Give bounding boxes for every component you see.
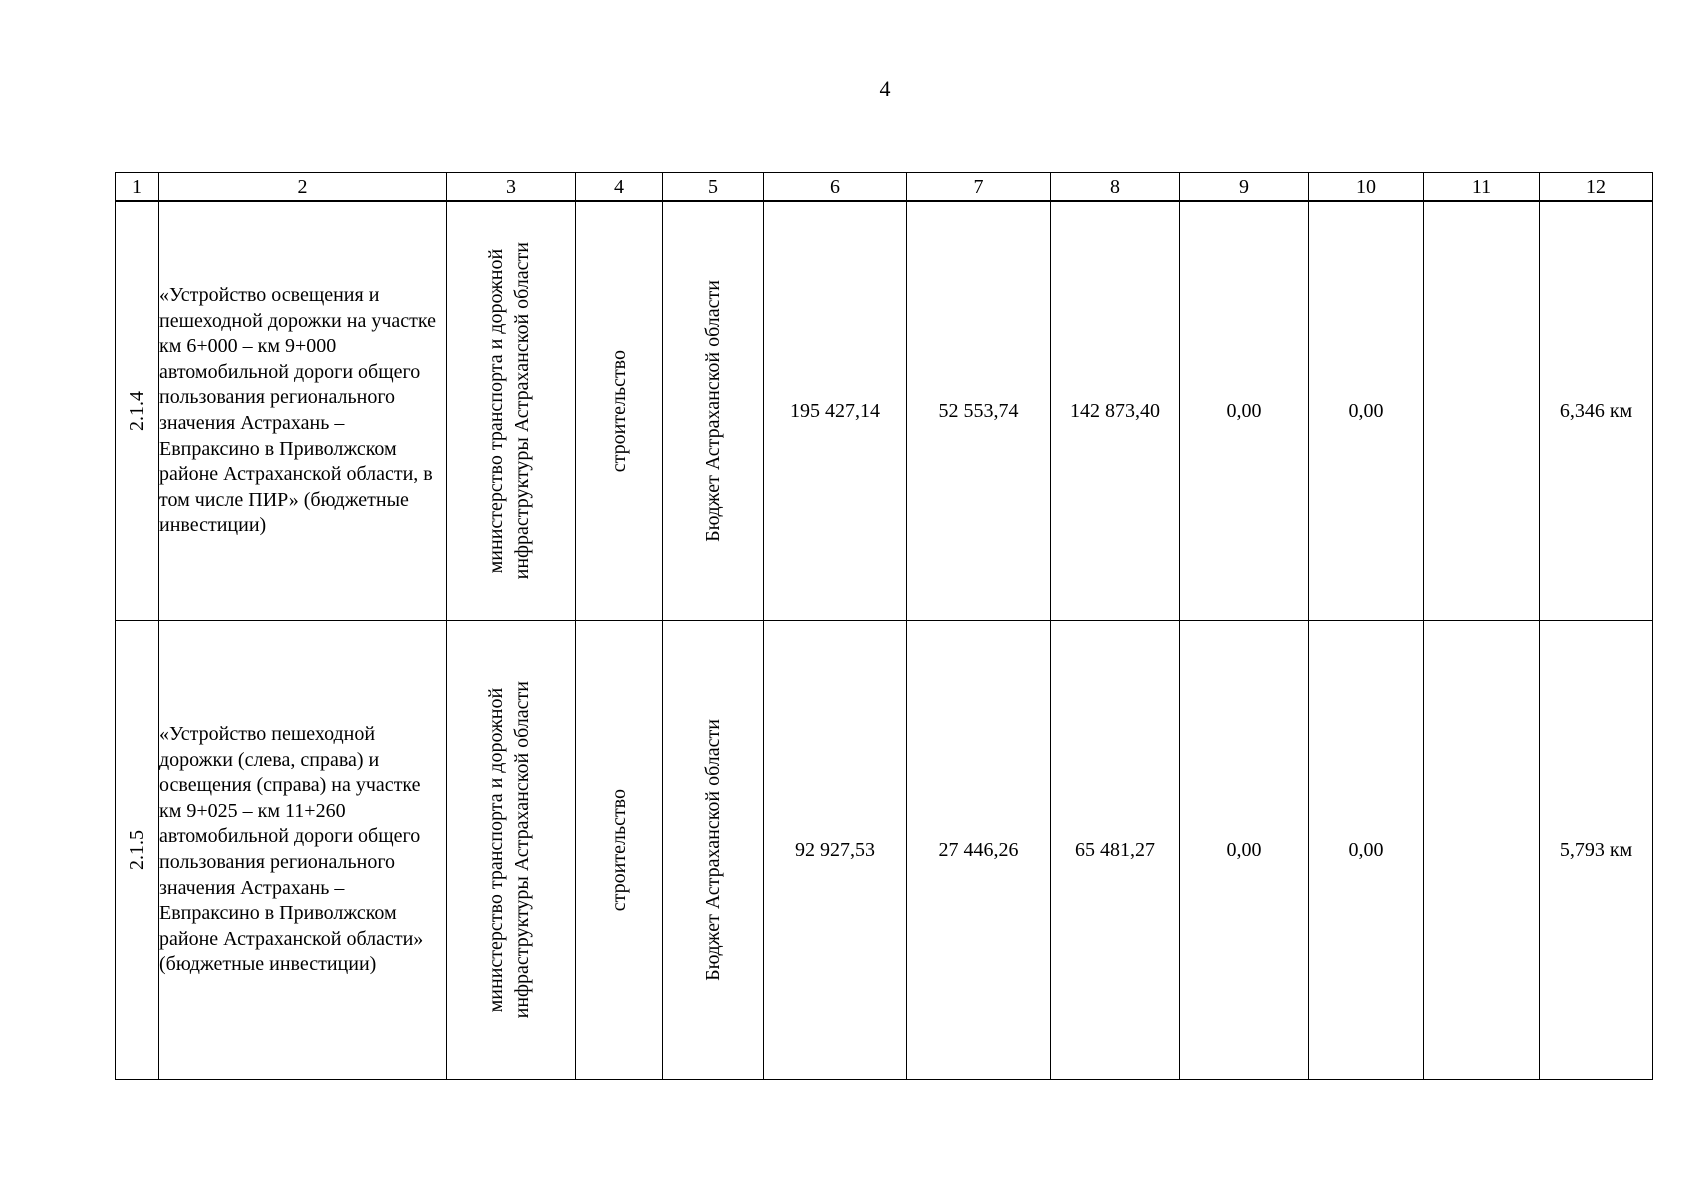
funding-source-cell xyxy=(663,201,764,621)
table-header xyxy=(116,173,1653,202)
column-header: 6 xyxy=(764,173,907,202)
column-header: 3 xyxy=(447,173,576,202)
column-header: 9 xyxy=(1180,173,1309,202)
amount-col8-cell: 142 873,40 xyxy=(1051,201,1180,621)
row-number: 2.1.5 xyxy=(126,830,148,870)
row-number: 2.1.4 xyxy=(126,391,148,431)
column-header: 1 xyxy=(116,173,159,202)
total-amount-cell: 195 427,14 xyxy=(764,201,907,621)
column-header: 8 xyxy=(1051,173,1180,202)
funding-source-cell xyxy=(663,621,764,1080)
row-number-cell xyxy=(116,621,159,1080)
column-header: 7 xyxy=(907,173,1051,202)
object-name-cell: «Устройство освещения и пешеходной дорожки на участке км 6+000 – км 9+000 автомобильной дороги общего пользования регионального значения Астрахань – Евпраксино в Приволжском районе Астраханской области, в том числе ПИР» (бюджетные инвестиции) xyxy=(159,201,447,621)
work-type: строительство xyxy=(608,788,630,912)
executor-line-2: инфраструктуры Астраханской области xyxy=(511,242,533,580)
column-header: 10 xyxy=(1309,173,1424,202)
executor-cell xyxy=(447,621,576,1080)
work-type-cell xyxy=(576,621,663,1080)
executor-line-1: министерство транспорта и дорожной xyxy=(485,248,507,574)
work-type-cell xyxy=(576,201,663,621)
program-table xyxy=(115,172,1653,1080)
executor-cell xyxy=(447,201,576,621)
result-cell: 6,346 км xyxy=(1540,201,1653,621)
executor-line-1: министерство транспорта и дорожной xyxy=(485,687,507,1013)
amount-col10-cell: 0,00 xyxy=(1309,621,1424,1080)
executor-text xyxy=(483,681,539,1018)
object-name-cell: «Устройство пешеходной дорожки (слева, справа) и освещения (справа) на участке км 9+025 – км 11+260 автомобильной дороги общего пользования регионального значения Астрахань – Евпраксино в Приволжском районе Астраханской области» (бюджетные инвестиции) xyxy=(159,621,447,1080)
amount-col7-cell: 52 553,74 xyxy=(907,201,1051,621)
row-number-cell xyxy=(116,201,159,621)
funding-source: Бюджет Астраханской области xyxy=(702,719,724,981)
col11-cell xyxy=(1424,621,1540,1080)
amount-col8-cell: 65 481,27 xyxy=(1051,621,1180,1080)
funding-source: Бюджет Астраханской области xyxy=(702,280,724,542)
table-row xyxy=(116,621,1653,1080)
result-cell: 5,793 км xyxy=(1540,621,1653,1080)
header-row xyxy=(116,173,1653,202)
table-row xyxy=(116,201,1653,621)
amount-col7-cell: 27 446,26 xyxy=(907,621,1051,1080)
total-amount-cell: 92 927,53 xyxy=(764,621,907,1080)
column-header: 4 xyxy=(576,173,663,202)
column-header: 11 xyxy=(1424,173,1540,202)
amount-col9-cell: 0,00 xyxy=(1180,621,1309,1080)
column-header: 2 xyxy=(159,173,447,202)
amount-col9-cell: 0,00 xyxy=(1180,201,1309,621)
amount-col10-cell: 0,00 xyxy=(1309,201,1424,621)
column-header: 12 xyxy=(1540,173,1653,202)
executor-text xyxy=(483,242,539,579)
work-type: строительство xyxy=(608,349,630,473)
page-number: 4 xyxy=(879,76,891,101)
executor-line-2: инфраструктуры Астраханской области xyxy=(511,681,533,1019)
column-header: 5 xyxy=(663,173,764,202)
col11-cell xyxy=(1424,201,1540,621)
